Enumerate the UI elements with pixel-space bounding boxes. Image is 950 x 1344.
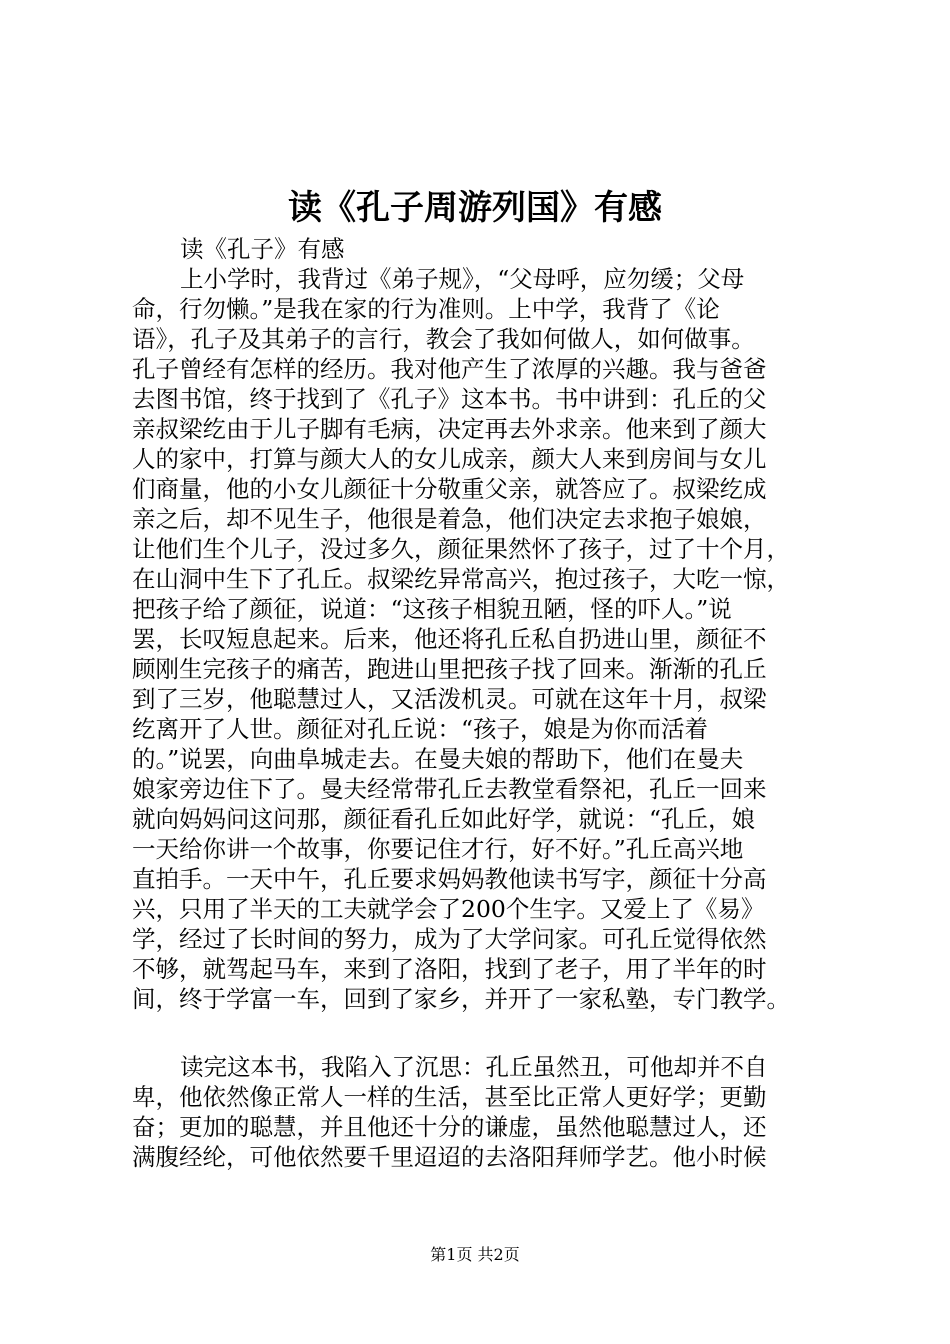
paragraph-1-line: 把孩子给了颜征，说道：“这孩子相貌丑陋，怪的吓人。”说 (132, 595, 732, 623)
paragraph-1-line: 到了三岁，他聪慧过人，又活泼机灵。可就在这年十月，叔梁 (132, 685, 767, 713)
paragraph-2-line: 卑，他依然像正常人一样的生活，甚至比正常人更好学；更勤 (132, 1083, 767, 1111)
paragraph-1-line: 们商量，他的小女儿颜征十分敬重父亲，就答应了。叔梁纥成 (132, 475, 767, 503)
document-subtitle: 读《孔子》有感 (180, 235, 345, 263)
paragraph-1-line: 在山洞中生下了孔丘。叔梁纥异常高兴，抱过孩子，大吃一惊， (132, 565, 790, 593)
page-title: 读《孔子周游列国》有感 (288, 188, 662, 228)
paragraph-1-line: 一天给你讲一个故事，你要记住才行，好不好。”孔丘高兴地 (132, 835, 744, 863)
paragraph-1-line: 让他们生个儿子，没过多久，颜征果然怀了孩子，过了十个月， (132, 535, 790, 563)
paragraph-1-line: 不够，就驾起马车，来到了洛阳，找到了老子，用了半年的时 (132, 955, 767, 983)
paragraph-1-line: 上小学时，我背过《弟子规》，“父母呼，应勿缓；父母 (180, 265, 745, 293)
paragraph-1-line: 娘家旁边住下了。曼夫经常带孔丘去教堂看祭祀，孔丘一回来 (132, 775, 767, 803)
paragraph-2-line: 奋；更加的聪慧，并且他还十分的谦虚，虽然他聪慧过人，还 (132, 1113, 767, 1141)
paragraph-2-line: 满腹经纶，可他依然要千里迢迢的去洛阳拜师学艺。他小时候 (132, 1143, 767, 1171)
paragraph-1-line: 纥离开了人世。颜征对孔丘说：“孩子，娘是为你而活着 (132, 715, 709, 743)
paragraph-1-line: 学，经过了长时间的努力，成为了大学问家。可孔丘觉得依然 (132, 925, 767, 953)
paragraph-1-line: 亲叔梁纥由于儿子脚有毛病，决定再去外求亲。他来到了颜大 (132, 415, 767, 443)
paragraph-1-line: 的。”说罢，向曲阜城走去。在曼夫娘的帮助下，他们在曼夫 (132, 745, 744, 773)
paragraph-1-line: 兴，只用了半天的工夫就学会了200个生字。又爱上了《易》 (132, 895, 765, 923)
paragraph-1-line: 人的家中，打算与颜大人的女儿成亲，颜大人来到房间与女儿 (132, 445, 767, 473)
paragraph-1-line: 命，行勿懒。”是我在家的行为准则。上中学，我背了《论 (132, 295, 720, 323)
paragraph-1-line: 直拍手。一天中午，孔丘要求妈妈教他读书写字，颜征十分高 (132, 865, 767, 893)
paragraph-2-line: 读完这本书，我陷入了沉思：孔丘虽然丑，可他却并不自 (180, 1053, 768, 1081)
page-footer: 第1页 共2页 (430, 1245, 520, 1264)
paragraph-1-line: 罢，长叹短息起来。后来，他还将孔丘私自扔进山里，颜征不 (132, 625, 767, 653)
paragraph-1-line: 间，终于学富一车，回到了家乡，并开了一家私塾，专门教学。 (132, 985, 790, 1013)
paragraph-1-line: 孔子曾经有怎样的经历。我对他产生了浓厚的兴趣。我与爸爸 (132, 355, 767, 383)
paragraph-1-line: 顾刚生完孩子的痛苦，跑进山里把孩子找了回来。渐渐的孔丘 (132, 655, 767, 683)
paragraph-1-line: 亲之后，却不见生子，他很是着急，他们决定去求抱子娘娘， (132, 505, 767, 533)
paragraph-1-line: 就向妈妈问这问那，颜征看孔丘如此好学，就说：“孔丘，娘 (132, 805, 756, 833)
paragraph-1-line: 语》，孔子及其弟子的言行，教会了我如何做人，如何做事。 (132, 325, 755, 353)
paragraph-1-line: 去图书馆，终于找到了《孔子》这本书。书中讲到：孔丘的父 (132, 385, 767, 413)
